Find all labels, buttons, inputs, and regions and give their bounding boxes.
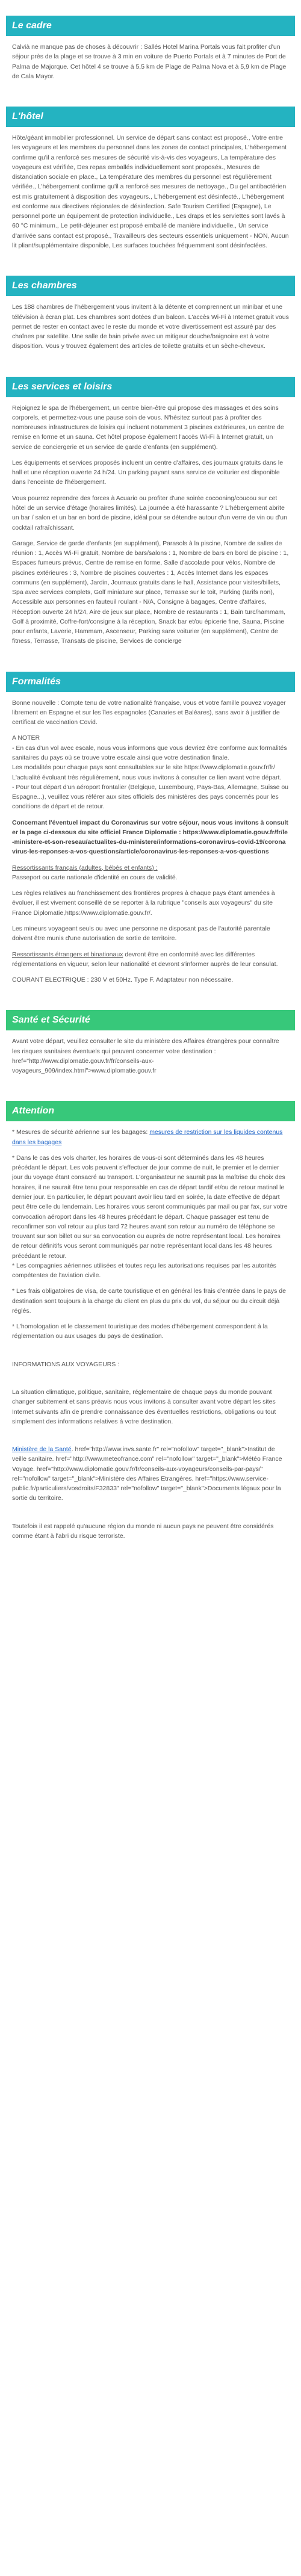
attention-text-4: * L'homologation et le classement touristique des modes d'hébergement correspondent à la réglementation ou aux usages du pays de destination. <box>12 1323 268 1340</box>
formalites-text-8: COURANT ELECTRIQUE : 230 V et 50Hz. Type F. Adaptateur non nécessaire. <box>12 976 234 984</box>
cadre-text: Calvià ne manque pas de choses à découvrir : Sallés Hotel Marina Portals vous fait profiter d'un séjour près de la plage et se trouve à 3 min en voiture de Puerto Portals et à 7 minutes de Port de Palma de Majorque. Cet hôtel 4 se trouve à 5,5 km de Plage de Palma Nova et à 5,9 km de Plage de Cala Mayor. <box>12 43 287 80</box>
section-chambres <box>6 302 295 351</box>
attention-baggage-label: * Mesures de sécurité aérienne sur les bagages: <box>12 1129 150 1136</box>
section-services <box>6 403 295 646</box>
section-header-services: Les services et loisirs <box>6 377 295 397</box>
attention-text-3: * Les frais obligatoires de visa, de carte touristique et en général les frais d'entrée dans le pays de destination sont toujours à la charge du client en plus du prix du vol, du séjour ou du circuit déjà réglés. <box>12 1287 286 1314</box>
formalites-french-heading: Ressortissants français (adultes, bébés et enfants) : <box>12 864 158 872</box>
formalites-french-body: Passeport ou carte nationale d'identité en cours de validité. <box>12 873 178 881</box>
formalites-text-7 <box>12 950 289 970</box>
hotel-text: Hôte/géant immobilier professionnel. Un service de départ sans contact est proposé., Votre entre les voyageurs et les membres du personnel dans les zones de contact principales, L'hébergement confirme qu'il a renforcé ses mesures de sécurité vis-à-vis des voyageurs, La température des voyageurs est vérifiée, Des repas emballés individuellement sont proposés., Mesures de distanciation sociale en place., La température des membres du personnel est régulièrement vérifiée., L'hébergement confirme qu'il a renforcé ses mesures de nettoyage., Du gel antibactérien est mis gratuitement à disposition des voyageurs., L'hébergement est désinfecté., L'hébergement est conforme aux directives régionales de désinfection. Safe Tourism Certified (Espagne), Le personnel porte un équipement de protection individuelle., Les draps et les serviettes sont lavés à 60 °C minimum., Le petit-déjeuner est proposé emballé de manière individuelle., Un service d'arrivée sans contact est proposé., Travailleurs des secteurs essentiels uniquement - NON, Aucun lit pliant/supplémentaire disponible, Les surfaces touchées fréquemment sont désinfectées. <box>12 134 289 249</box>
baggage-liquids-link[interactable]: mesures de restriction sur les liquides contenus dans les bagages <box>12 1129 283 1146</box>
attention-text-7 <box>12 1444 289 1503</box>
section-header-formalites: Formalités <box>6 672 295 692</box>
formalites-foreign-body: devront être en conformité avec les différentes réglementations en vigueur, selon leur nationalité et devront s'informer auprès de leur consulat. <box>12 950 278 968</box>
formalites-foreign-heading: Ressortissants étrangers et binationaux <box>12 950 123 958</box>
services-text-2: Les équipements et services proposés incluent un centre d'affaires, des journaux gratuits dans le hall et une réception ouverte 24 h/24. Un parking payant sans service de voiturier est disponible dans l'enceinte de l'hébergement. <box>12 459 284 486</box>
attention-links-body: . href="http://www.invs.sante.fr" rel="nofollow" target="_blank">Institut de veille sanitaire. href="http://www.meteofrance.com" rel="nofollow" target="_blank">Météo France Voyage. href="http://www.diplomatie.gouv.fr/fr/conseils-aux-voyageurs/conseils-par-pays/" rel="nofollow" target="_blank">Ministère des Affaires Etrangères. href="https://www.service-public.fr/particuliers/vosdroits/F32833" rel="nofollow" target="_blank">Documents légaux pour la sortie du territoire. <box>12 1446 282 1502</box>
services-text-3: Vous pourrez reprendre des forces à Acuario ou profiter d'une soirée cocooning/coucou sur cet hôtel de un service d'étage (horaires limités). La journée a été harassante ? L'hébergement abrite un bar / salon et un bar en bord de piscine, idéal pour se détendre autour d'un verre de vin ou d'un cocktail rafraîchissant. <box>12 494 287 531</box>
attention-text-6: La situation climatique, politique, sanitaire, réglementaire de chaque pays du monde pouvant changer subitement et sans préavis nous vous invitons à consulter avant votre départ les sites Internet suivants afin de prendre connaissance des éventuelles restrictions, obligations ou tout simplement des informations relatives à votre destination. <box>12 1388 276 1425</box>
section-attention <box>6 1127 295 1541</box>
attention-text-2: * Dans le cas des vols charter, les horaires de vous-ci sont déterminés dans les 48 heures précédant le départ. Les vols peuvent s'effectuer de jour comme de nuit, le premier et le dernier jour du voyage étant consacré au transport. L'organisateur ne saurait pas la maîtrise du choix des horaires, il ne saurait être tenu pour responsable en cas de départ tardif et/ou de retour matinal le dernier jour. En particulier, le départ pouvant avoir lieu tard en soirée, la date effective de départ peut être celle du lendemain. Les horaires vous seront communiqués par mail ou par fax, sur votre convocation aéroport dans les 48 heures précédant le départ. Chaque passager est tenu de reconfirmer son vol retour au plus tard 72 heures avant son retour au numéro de téléphone se trouvant sur son billet ou sur sa convocation ou auprès de notre représentant local. Les horaires de retour définitifs vous seront communiqués par notre représentant local dans les 48 heures précédant le retour. * Les compagnies aériennes utilisées et toutes reçu les autorisations requises par les autorités compétentes de l'aviation civile. <box>12 1154 288 1280</box>
section-header-cadre: Le cadre <box>6 16 295 36</box>
sante-text: Avant votre départ, veuillez consulter le site du ministère des Affaires étrangères pour connaître les risques sanitaires éventuels qui peuvent concerner votre destination : href="http://www.diplomatie.gouv.fr/fr/conseils-aux-voyageurs_909/index.html">www.diplomatie.gouv.fr <box>12 1038 279 1075</box>
chambres-text: Les 188 chambres de l'hébergement vous invitent à la détente et comprennent un minibar et une télévision à écran plat. Les chambres sont dotées d'un balcon. L'accès Wi-Fi à Internet gratuit vous permet de rester en contact avec le reste du monde et votre divertissement est assuré par des chaînes par satellite. Une salle de bain privée avec un mitigeur douche/baignoire est à votre disposition. Vous y trouvez également des articles de toilette gratuits et un sèche-cheveux. <box>12 303 289 350</box>
ministere-sante-link[interactable]: Ministère de la Santé <box>12 1446 72 1454</box>
section-hotel <box>6 133 295 250</box>
services-text-4: Garage, Service de garde d'enfants (en supplément), Parasols à la piscine, Nombre de salles de réunion : 1, Accès Wi-Fi gratuit, Nombre de bars/salons : 1, Nombre de bars en bord de piscine : 1, Espaces fumeurs prévus, Centre de remise en forme, Salle d'accolade pour vélos, Nombre de piscines extérieures : 3, Nombre de piscines couvertes : 1, Accès Internet dans les espaces communs (en supplément), Jardin, Journaux gratuits dans le hall, Assistance pour visites/billets, Spa avec services complets, Golf miniature sur place, Terrasse sur le toit, Parking (tarifs non), Accessible aux personnes en fauteuil roulant - N/A, Consigne à bagages, Centre d'affaires, Réception ouverte 24 h/24, Aire de jeux sur place, Nombre de restaurants : 1, Bain turc/hammam, Golf à proximité, Coffre-fort/consigne à la réception, Snack bar et/ou épicerie fine, Sauna, Piscine pour enfants, Laverie, Hammam, Ascenseur, Parking sans voiturier (en supplément), Centre de fitness, Terrasse, Transats de piscine, Services de concierge <box>12 539 289 645</box>
section-sante <box>6 1036 295 1076</box>
section-formalites <box>6 698 295 985</box>
formalites-text-5: Les règles relatives au franchissement des frontières propres à chaque pays étant amenées à évoluer, il est vivement conseillé de se reporter à la rubrique "conseils aux voyageurs" du site France Diplomatie,https://www.diplomatie.gouv.fr/. <box>12 890 275 917</box>
formalites-text-4 <box>12 863 289 883</box>
formalites-text-3: Concernant l'éventuel impact du Coronavirus sur votre séjour, nous vous invitons à consulter la page ci-dessous du site officiel France Diplomatie : https://www.diplomatie.gouv.fr/fr/le-ministere-et-son-reseau/actualites-du-ministere/informations-coronavirus-covid-19/coronavirus-les-reponses-a-vos-questions/article/coronavirus-les-reponses-a-vos-questions <box>12 819 288 856</box>
attention-text-8: Toutefois il est rappelé qu'aucune région du monde ni aucun pays ne peuvent être considérés comme étant à l'abri du risque terroriste. <box>12 1522 274 1540</box>
formalites-text-6: Les mineurs voyageant seuls ou avec une personne ne disposant pas de l'autorité parentale doivent être munis d'une autorisation de sortie de territoire. <box>12 925 270 943</box>
attention-text-5: INFORMATIONS AUX VOYAGEURS : <box>12 1360 120 1368</box>
services-text-1: Rejoignez le spa de l'hébergement, un centre bien-être qui propose des massages et des soins corporels, et permettez-vous une pause soin de vous. N'hésitez surtout pas à profiter des nombreuses infrastructures de loisirs qui incluent notamment 3 piscines extérieures, un centre de remise en forme et un sauna. Cet hôtel propose également l'accès Wi-Fi à Internet gratuit, un service de conciergerie et un service de garde d'enfants (en supplément). <box>12 404 284 451</box>
section-header-chambres: Les chambres <box>6 276 295 296</box>
formalites-text-2: A NOTER - En cas d'un vol avec escale, nous vous informons que vous devriez être conforme aux formalités sanitaires du pays où se trouve votre escale ainsi que votre destination finale. Les modalités pour chaque pays sont consultables sur le site https://www.diplomatie.gouv.fr/fr/ L'actualité évoluant très régulièrement, nous vous invitons à consulter ce lien avant votre départ. - Pour tout départ d'un aéroport frontalier (Belgique, Luxembourg, Pays-Bas, Allemagne, Suisse ou Espagne...), veuillez vous référer aux sites officiels des ministères des pays concernés pour les conditions de départ et de retour. <box>12 734 289 811</box>
section-cadre <box>6 42 295 81</box>
formalites-text-1: Bonne nouvelle : Compte tenu de votre nationalité française, vous et votre famille pouvez voyager librement en Espagne et sur les îles espagnoles (Canaries et Baléares), sans avoir à justifier de certificat de vaccination Covid. <box>12 699 286 726</box>
section-header-attention: Attention <box>6 1101 295 1121</box>
attention-text-1 <box>12 1127 289 1147</box>
section-header-hotel: L'hôtel <box>6 107 295 127</box>
section-header-sante: Santé et Sécurité <box>6 1010 295 1030</box>
